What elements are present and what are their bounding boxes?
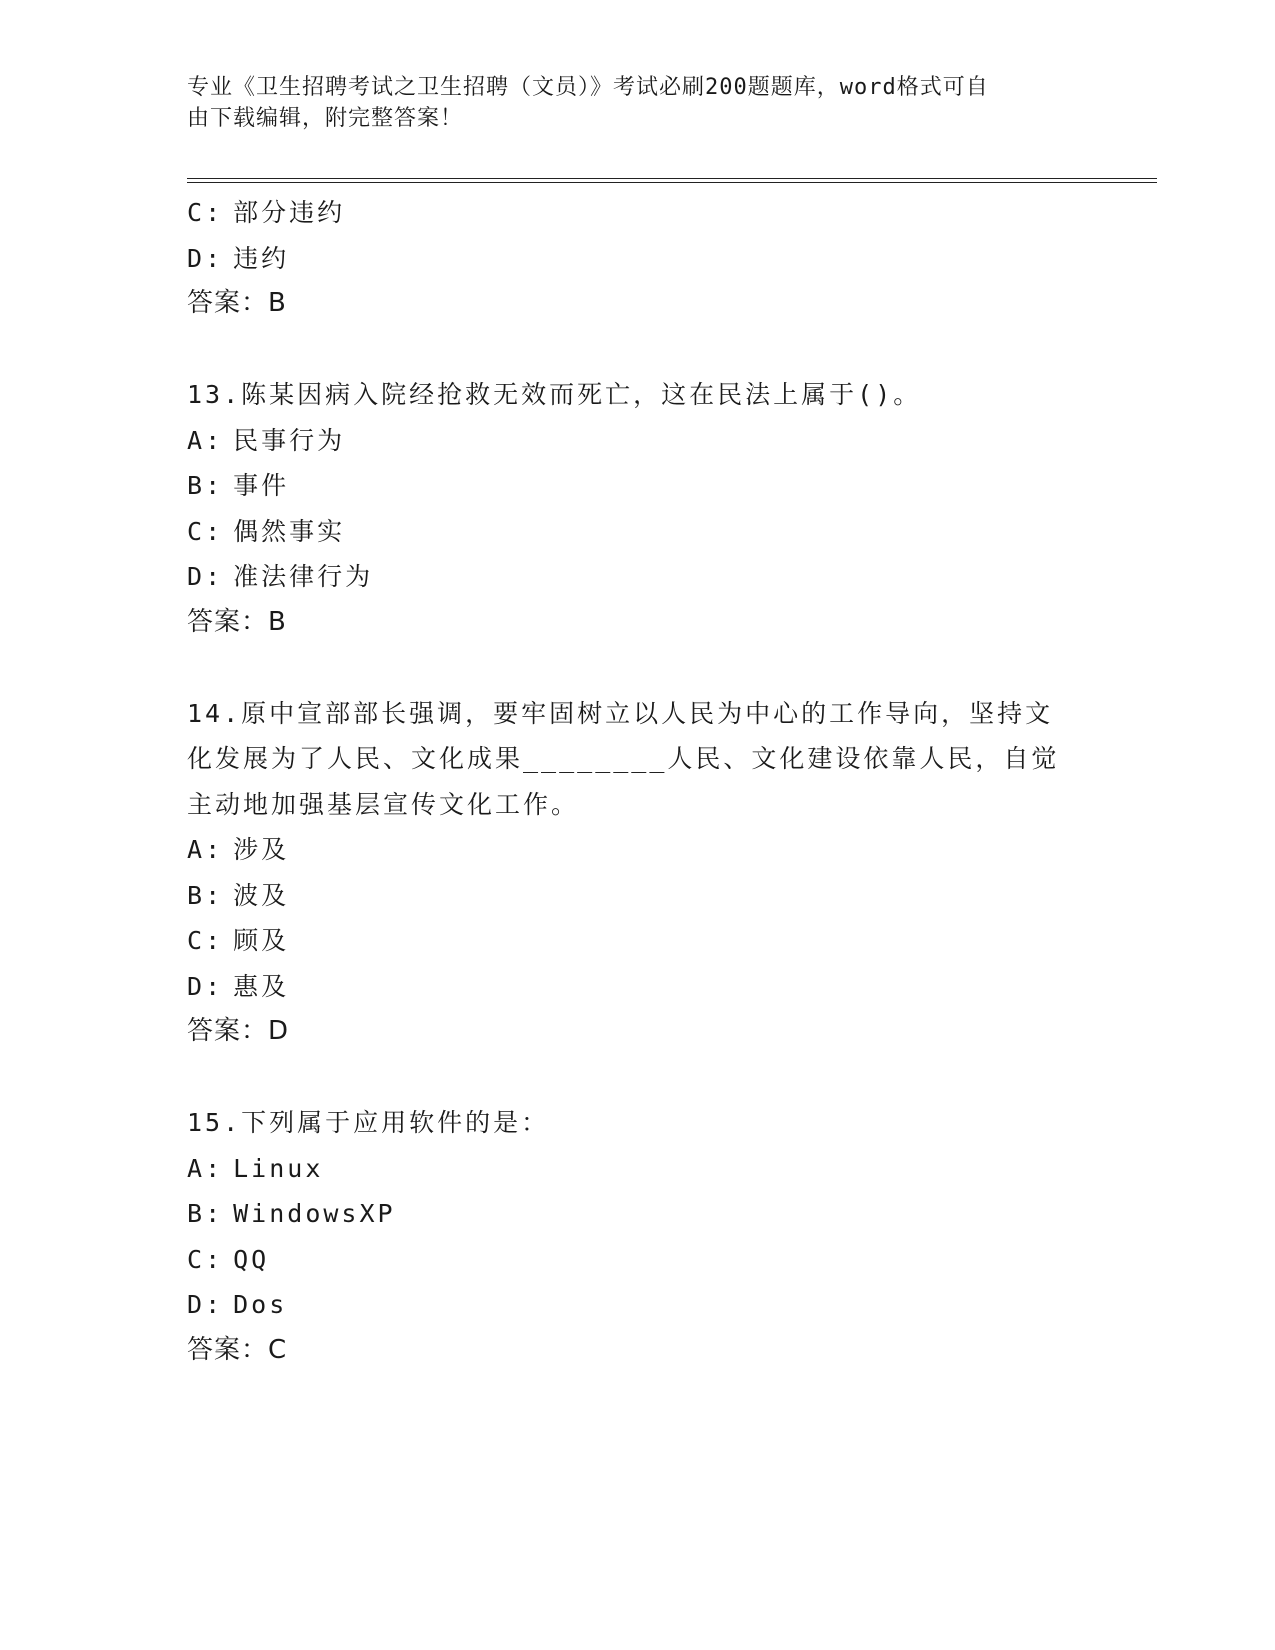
question-text-continued xyxy=(187,736,1087,782)
option-a xyxy=(187,827,1087,873)
spacer xyxy=(187,645,1087,691)
answer-line xyxy=(187,1009,1087,1055)
option-separator: : xyxy=(205,243,224,273)
question-number: 15. xyxy=(187,1108,242,1137)
answer-value: C xyxy=(268,1334,288,1365)
option-c xyxy=(187,1237,1087,1283)
option-text: 偶然事实 xyxy=(233,516,346,546)
question-number: 13. xyxy=(187,380,242,409)
option-text: Dos xyxy=(233,1290,288,1319)
question-text xyxy=(187,372,1087,418)
option-c xyxy=(187,509,1087,555)
option-d xyxy=(187,236,1087,282)
spacer xyxy=(187,327,1087,373)
option-key: B xyxy=(187,471,206,500)
option-key: D xyxy=(187,562,206,591)
option-key: B xyxy=(187,1199,206,1228)
option-b xyxy=(187,873,1087,919)
question-15 xyxy=(187,1100,1087,1373)
option-separator: : xyxy=(205,425,224,455)
answer-line xyxy=(187,1328,1087,1374)
answer-value: B xyxy=(268,288,287,318)
answer-label: 答案： xyxy=(187,288,269,318)
question-body-line: 原中宣部部长强调，要牢固树立以人民为中心的工作导向，坚持文 xyxy=(241,698,1054,728)
option-a xyxy=(187,1146,1087,1192)
option-separator: : xyxy=(205,516,224,546)
question-body-line: 化发展为了人民、文化成果________人民、文化建设依靠人民，自觉 xyxy=(187,744,1060,773)
option-key: B xyxy=(187,880,206,910)
question-number: 14. xyxy=(187,698,242,728)
answer-line xyxy=(187,281,1087,327)
option-separator: : xyxy=(205,562,224,591)
option-separator: : xyxy=(205,198,224,227)
option-text: WindowsXP xyxy=(233,1199,396,1228)
option-separator: : xyxy=(205,1290,224,1319)
question-content xyxy=(187,190,1087,1373)
option-b xyxy=(187,463,1087,509)
answer-label: 答案： xyxy=(187,1016,269,1046)
option-text: 部分违约 xyxy=(233,198,346,227)
option-text: 涉及 xyxy=(233,835,290,864)
option-separator: : xyxy=(205,926,224,955)
option-text: Linux xyxy=(233,1153,324,1183)
option-d xyxy=(187,964,1087,1010)
question-body-line: 主动地加强基层宣传文化工作。 xyxy=(187,789,580,819)
answer-label: 答案： xyxy=(187,606,269,637)
option-key: A xyxy=(187,425,206,455)
answer-value: B xyxy=(268,606,287,637)
option-separator: : xyxy=(205,1153,224,1183)
document-header xyxy=(187,72,1067,134)
answer-value: D xyxy=(268,1016,290,1046)
answer-label: 答案： xyxy=(187,1334,269,1365)
answer-line xyxy=(187,600,1087,646)
option-c xyxy=(187,190,1087,236)
header-line-2: 由下载编辑，附完整答案！ xyxy=(187,106,464,131)
option-d xyxy=(187,554,1087,600)
header-divider xyxy=(187,178,1157,183)
option-key: C xyxy=(187,516,206,546)
option-b xyxy=(187,1191,1087,1237)
question-body-line: 下列属于应用软件的是： xyxy=(241,1108,550,1137)
option-key: C xyxy=(187,1244,206,1274)
option-text: 事件 xyxy=(233,471,290,500)
option-key: C xyxy=(187,198,206,227)
option-d xyxy=(187,1282,1087,1328)
option-key: C xyxy=(187,926,206,955)
spacer xyxy=(187,1055,1087,1101)
option-text: 违约 xyxy=(233,243,290,273)
option-separator: : xyxy=(205,1199,224,1228)
question-13 xyxy=(187,372,1087,645)
option-c xyxy=(187,918,1087,964)
option-key: D xyxy=(187,1290,206,1319)
option-separator: : xyxy=(205,971,224,1001)
option-separator: : xyxy=(205,835,224,864)
option-separator: : xyxy=(205,880,224,910)
option-text: 波及 xyxy=(233,880,290,910)
option-text: 顾及 xyxy=(233,926,290,955)
option-key: D xyxy=(187,243,206,273)
option-key: D xyxy=(187,971,206,1001)
prev-question xyxy=(187,190,1087,327)
header-line-1: 专业《卫生招聘考试之卫生招聘（文员）》考试必刷200题题库，word格式可自 xyxy=(187,75,989,100)
option-separator: : xyxy=(205,471,224,500)
option-key: A xyxy=(187,1153,206,1183)
option-a xyxy=(187,418,1087,464)
option-text: QQ xyxy=(233,1244,270,1274)
option-key: A xyxy=(187,835,206,864)
question-text-continued xyxy=(187,782,1087,828)
question-text xyxy=(187,1100,1087,1146)
question-14 xyxy=(187,691,1087,1055)
option-separator: : xyxy=(205,1244,224,1274)
question-text xyxy=(187,691,1087,737)
option-text: 惠及 xyxy=(233,971,290,1001)
option-text: 民事行为 xyxy=(233,425,346,455)
question-body-line: 陈某因病入院经抢救无效而死亡，这在民法上属于()。 xyxy=(241,380,922,409)
option-text: 准法律行为 xyxy=(233,562,374,591)
